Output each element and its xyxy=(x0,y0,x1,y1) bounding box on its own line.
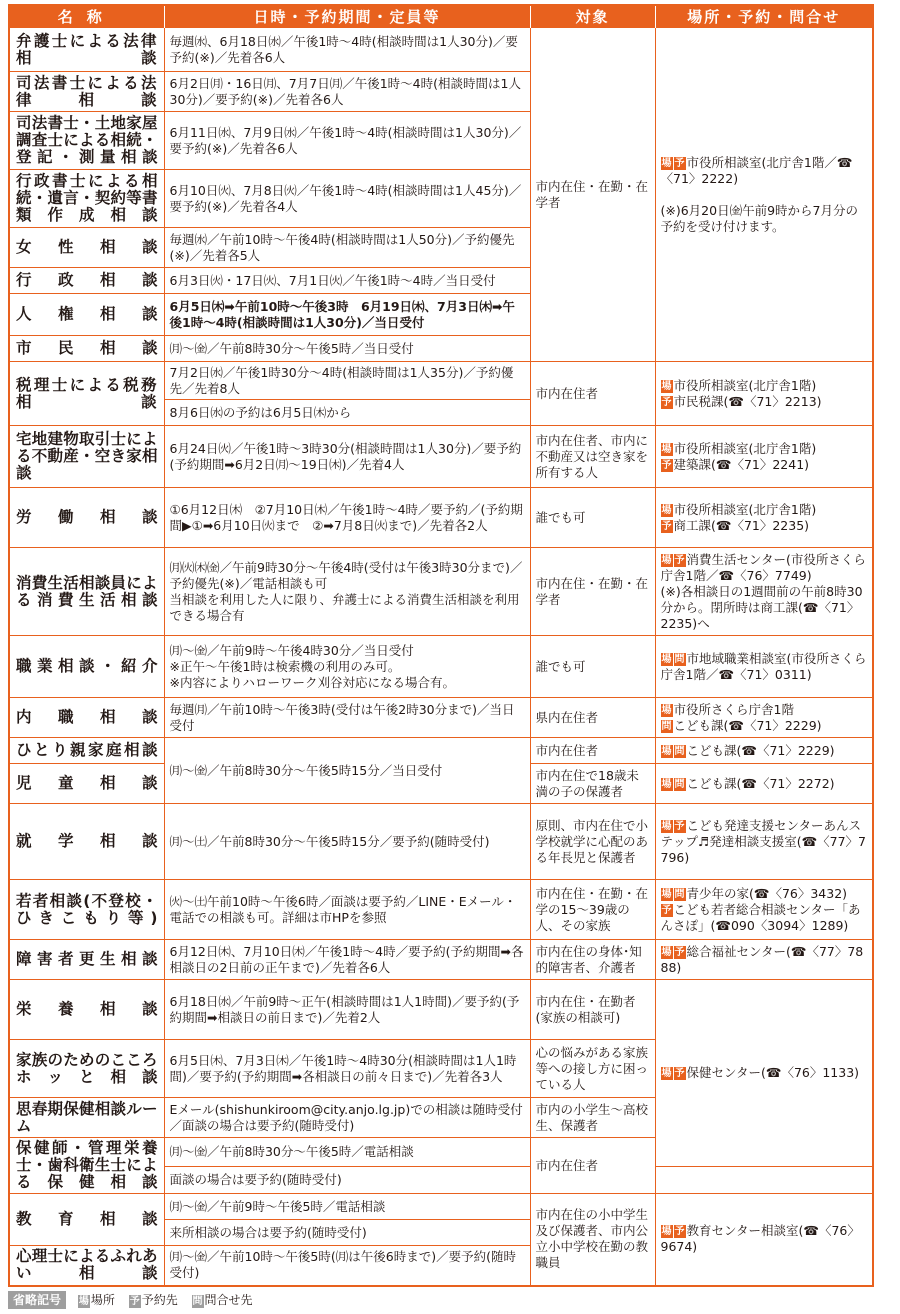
row-name: 教育相談 xyxy=(9,1194,164,1246)
row-target: 誰でも可 xyxy=(530,636,655,698)
row-place xyxy=(655,764,873,804)
inquiry-tag: 問 xyxy=(674,745,685,757)
date-text: ㈪～㈮／午前9時～午後4時30分／当日受付 xyxy=(169,642,414,658)
place-tag: 場 xyxy=(661,380,672,392)
row-date: 6月5日㈭、7月3日㈭／午後1時～4時30分(相談時間は1人1時間)／要予約(予約期間➡各相談日の前々日まで)／先着各3人 xyxy=(164,1040,530,1098)
place-tag: 場 xyxy=(661,504,672,516)
row-target: 市内在住の身体･知的障害者、介護者 xyxy=(530,940,655,980)
legend-inquiry xyxy=(192,1293,253,1307)
place-text: こども課(☎〈71〉2229) xyxy=(673,717,822,733)
table-row xyxy=(9,1194,873,1220)
row-name: 心理士によるふれあい相談 xyxy=(9,1246,164,1286)
consultation-table xyxy=(8,4,874,1287)
row-date xyxy=(164,636,530,698)
reserve-tag: 予 xyxy=(674,554,685,566)
row-name: 司法書士による法律相談 xyxy=(9,72,164,112)
row-target: 市内の小学生～高校生、保護者 xyxy=(530,1098,655,1138)
inquiry-tag: 問 xyxy=(674,778,685,790)
date-note: 当相談を利用した人に限り、弁護士による消費生活相談を利用できる場合有 xyxy=(169,591,520,623)
row-date-note: 来所相談の場合は要予約(随時受付) xyxy=(164,1220,530,1246)
row-date: 6月24日㈫／午後1時～3時30分(相談時間は1人30分)／要予約(予約期間➡6月2日㈪～19日㈭)／先着4人 xyxy=(164,426,530,488)
place-text: 市地域職業相談室(市役所さくら庁舎1階／☎〈71〉0311) xyxy=(660,650,867,682)
row-place xyxy=(655,636,873,698)
row-target: 市内在住・在勤・在学の15～39歳の人、その家族 xyxy=(530,880,655,940)
place-text: 市役所さくら庁舎1階 xyxy=(673,701,794,717)
place-tag: 場 xyxy=(661,888,672,900)
legend-reserve xyxy=(129,1293,178,1307)
row-target: 市内在住・在勤者(家族の相談可) xyxy=(530,980,655,1040)
row-date: Eメール(shishunkiroom@city.anjo.lg.jp)での相談は随時受付／面談の場合は要予約(随時受付) xyxy=(164,1098,530,1138)
row-date: 毎週㈬／午前10時～午後4時(相談時間は1人50分)／予約優先(※)／先着各5人 xyxy=(164,228,530,268)
row-target: 市内在住者 xyxy=(530,362,655,426)
legend-text: 予約先 xyxy=(141,1293,178,1307)
row-place xyxy=(655,548,873,636)
table-row xyxy=(9,880,873,940)
row-name: 労働相談 xyxy=(9,488,164,548)
place-text: 青少年の家(☎〈76〉3432) xyxy=(686,885,848,901)
place-text: 保健センター(☎〈76〉1133) xyxy=(686,1065,860,1081)
legend-text: 問合せ先 xyxy=(204,1293,253,1307)
row-date: 6月18日㈬／午前9時～正午(相談時間は1人1時間)／要予約(予約期間➡相談日の前日まで)／先着2人 xyxy=(164,980,530,1040)
reserve-tag: 予 xyxy=(674,1068,685,1080)
table-row xyxy=(9,980,873,1040)
place-tag: 場 xyxy=(661,1226,672,1238)
row-date: 6月5日㈭➡午前10時～午後3時 6月19日㈭、7月3日㈭➡午後1時～4時(相談時間は1人30分)／当日受付 xyxy=(164,294,530,336)
row-name: 栄養相談 xyxy=(9,980,164,1040)
row-target: 市内在住者、市内に不動産又は空き家を所有する人 xyxy=(530,426,655,488)
table-header-row xyxy=(9,5,873,28)
row-date: 6月11日㈬、7月9日㈬／午後1時～4時(相談時間は1人30分)／要予約(※)／先着各6人 xyxy=(164,112,530,170)
row-place-edu xyxy=(655,1194,873,1286)
row-name: 税理士による税務相談 xyxy=(9,362,164,426)
table-row xyxy=(9,698,873,738)
row-name: 思春期保健相談ルーム xyxy=(9,1098,164,1138)
reserve-tag: 予 xyxy=(661,396,672,408)
row-name: 行政相談 xyxy=(9,268,164,294)
place-text: こども発達支援センターあんステップ♬発達相談支援室(☎〈77〉7796) xyxy=(660,817,867,865)
date-note: ※内容によりハローワーク刈谷対応になる場合有。 xyxy=(169,674,455,690)
row-date: 6月3日㈫・17日㈫、7月1日㈫／午後1時～4時／当日受付 xyxy=(164,268,530,294)
row-target-city: 市内在住・在勤・在学者 xyxy=(530,28,655,362)
legend-place xyxy=(78,1293,115,1307)
row-target: 原則、市内在住で小学校就学に心配のある年長児と保護者 xyxy=(530,804,655,880)
row-date: 毎週㈬、6月18日㈬／午後1時～4時(相談時間は1人30分)／要予約(※)／先着各6人 xyxy=(164,28,530,72)
row-name: 弁護士による法律相談 xyxy=(9,28,164,72)
row-name: 就学相談 xyxy=(9,804,164,880)
table-row xyxy=(9,28,873,72)
header-target: 対象 xyxy=(530,5,655,28)
row-name: 宅地建物取引士による不動産・空き家相談 xyxy=(9,426,164,488)
place-text: 市役所相談室(北庁舎1階) xyxy=(673,501,817,517)
legend-text: 場所 xyxy=(90,1293,115,1307)
table-row xyxy=(9,362,873,400)
row-place xyxy=(655,804,873,880)
row-date: 7月2日㈬／午後1時30分～4時(相談時間は1人35分)／予約優先／先着8人 xyxy=(164,362,530,400)
place-text: こども課(☎〈71〉2229) xyxy=(686,742,835,758)
table-row xyxy=(9,804,873,880)
header-place: 場所・予約・問合せ xyxy=(655,5,873,28)
row-target: 市内在住者 xyxy=(530,1138,655,1194)
abbreviation-legend xyxy=(8,1291,263,1309)
place-text: 市民税課(☎〈71〉2213) xyxy=(673,393,822,409)
row-date xyxy=(164,548,530,636)
row-target: 県内在住者 xyxy=(530,698,655,738)
place-tag: 場 xyxy=(661,778,672,790)
row-name: 女性相談 xyxy=(9,228,164,268)
place-note: (※)各相談日の1週間前の午前8時30分から。閉所時は商工課(☎〈71〉2235)へ xyxy=(660,583,863,631)
row-name: ひとり親家庭相談 xyxy=(9,738,164,764)
place-text: こども課(☎〈71〉2272) xyxy=(686,775,835,791)
reservation-note: (※)6月20日㈮午前9時から7月分の予約を受け付けます。 xyxy=(660,202,858,234)
date-note: ※正午～午後1時は検索機の利用のみ可。 xyxy=(169,658,401,674)
row-date: ㈪～㈮／午前8時30分～午後5時／電話相談 xyxy=(164,1138,530,1167)
row-name: 司法書士・土地家屋調査士による相続・登記・測量相談 xyxy=(9,112,164,170)
row-date: ㈪～㈮／午前8時30分～午後5時／当日受付 xyxy=(164,336,530,362)
row-name: 若者相談(不登校・ひきこもり等) xyxy=(9,880,164,940)
reserve-tag: 予 xyxy=(661,459,672,471)
row-target: 市内在住者 xyxy=(530,738,655,764)
place-text: 市役所相談室(北庁舎1階) xyxy=(673,440,817,456)
date-text: ㈪㈫㈭㈮／午前9時30分～午後4時(受付は午後3時30分まで)／予約優先(※)／電話相談も可 xyxy=(169,559,523,591)
inquiry-tag: 問 xyxy=(192,1296,203,1307)
row-date: ㈪～㈯／午前8時30分～午後5時15分／要予約(随時受付) xyxy=(164,804,530,880)
table-row xyxy=(9,426,873,488)
inquiry-tag: 問 xyxy=(674,888,685,900)
place-text: こども若者総合相談センター「あんさぽ」(☎090〈3094〉1289) xyxy=(660,901,861,933)
row-date: ①6月12日㈭ ②7月10日㈭／午後1時～4時／要予約／(予約期間▶①➡6月10日㈫まで ②➡7月8日㈫まで)／先着各2人 xyxy=(164,488,530,548)
row-date: 6月10日㈫、7月8日㈫／午後1時～4時(相談時間は1人45分)／要予約(※)／先着各4人 xyxy=(164,170,530,228)
place-tag: 場 xyxy=(78,1296,89,1307)
row-date-note: 面談の場合は要予約(随時受付) xyxy=(164,1167,530,1194)
reserve-tag: 予 xyxy=(674,946,685,958)
row-name: 内職相談 xyxy=(9,698,164,738)
table-row xyxy=(9,940,873,980)
row-date: 毎週㈪／午前10時～午後3時(受付は午後2時30分まで)／当日受付 xyxy=(164,698,530,738)
row-name: 保健師・管理栄養士・歯科衛生士による保健相談 xyxy=(9,1138,164,1194)
row-date: ㈪～㈮／午前8時30分～午後5時15分／当日受付 xyxy=(164,738,530,804)
row-date: ㈪～㈮／午前9時～午後5時／電話相談 xyxy=(164,1194,530,1220)
legend-title: 省略記号 xyxy=(8,1291,66,1309)
row-place xyxy=(655,738,873,764)
row-date: ㈫～㈯午前10時～午後6時／面談は要予約／LINE・Eメール・電話での相談も可。詳細は市HPを参照 xyxy=(164,880,530,940)
row-place xyxy=(655,698,873,738)
row-name: 市民相談 xyxy=(9,336,164,362)
row-place-city xyxy=(655,28,873,362)
row-date-note: 8月6日㈬の予約は6月5日㈭から xyxy=(164,400,530,426)
table-row xyxy=(9,488,873,548)
place-text: 消費生活センター(市役所さくら庁舎1階／☎〈76〉7749) xyxy=(660,551,866,583)
reserve-tag: 予 xyxy=(661,904,672,916)
row-name: 消費生活相談員による消費生活相談 xyxy=(9,548,164,636)
row-date: 6月12日㈭、7月10日㈭／午後1時～4時／要予約(予約期間➡各相談日の2日前の正午まで)／先着各6人 xyxy=(164,940,530,980)
place-tag: 場 xyxy=(661,554,672,566)
reserve-tag: 予 xyxy=(129,1296,140,1307)
consultation-table-sheet xyxy=(8,4,872,1287)
row-place xyxy=(655,362,873,426)
reserve-tag: 予 xyxy=(674,157,685,169)
row-name: 職業相談・紹介 xyxy=(9,636,164,698)
row-target: 心の悩みがある家族等への接し方に困っている人 xyxy=(530,1040,655,1098)
reserve-tag: 予 xyxy=(674,820,685,832)
table-row xyxy=(9,738,873,764)
place-tag: 場 xyxy=(661,745,672,757)
table-row xyxy=(9,548,873,636)
place-text: 市役所相談室(北庁舎1階) xyxy=(673,377,817,393)
row-target: 市内在住で18歳未満の子の保護者 xyxy=(530,764,655,804)
reserve-tag: 予 xyxy=(674,1226,685,1238)
row-name: 家族のためのこころホッと相談 xyxy=(9,1040,164,1098)
row-date: 6月2日㈪・16日㈪、7月7日㈪／午後1時～4時(相談時間は1人30分)／要予約(※)／先着各6人 xyxy=(164,72,530,112)
row-name: 行政書士による相続・遺言・契約等書類作成相談 xyxy=(9,170,164,228)
header-date: 日時・予約期間・定員等 xyxy=(164,5,530,28)
place-tag: 場 xyxy=(661,653,672,665)
row-name: 児童相談 xyxy=(9,764,164,804)
row-place-health xyxy=(655,980,873,1167)
row-name: 人権相談 xyxy=(9,294,164,336)
row-name: 障害者更生相談 xyxy=(9,940,164,980)
place-tag: 場 xyxy=(661,946,672,958)
row-target: 誰でも可 xyxy=(530,488,655,548)
place-text: 総合福祉センター(☎〈77〉7888) xyxy=(660,943,864,975)
inquiry-tag: 問 xyxy=(674,653,685,665)
row-place xyxy=(655,940,873,980)
row-date: ㈪～㈮／午前10時～午後5時(㈪は午後6時まで)／要予約(随時受付) xyxy=(164,1246,530,1286)
header-name: 名称 xyxy=(9,5,164,28)
place-text: 建築課(☎〈71〉2241) xyxy=(673,456,810,472)
place-tag: 場 xyxy=(661,1068,672,1080)
place-tag: 場 xyxy=(661,820,672,832)
place-text: 教育センター相談室(☎〈76〉9674) xyxy=(660,1223,860,1255)
row-place xyxy=(655,488,873,548)
place-text: 市役所相談室(北庁舎1階／☎〈71〉2222) xyxy=(660,154,853,186)
row-place xyxy=(655,426,873,488)
table-row xyxy=(9,636,873,698)
row-target: 市内在住・在勤・在学者 xyxy=(530,548,655,636)
place-tag: 場 xyxy=(661,704,672,716)
place-text: 商工課(☎〈71〉2235) xyxy=(673,517,810,533)
inquiry-tag: 問 xyxy=(661,720,672,732)
row-place xyxy=(655,880,873,940)
reserve-tag: 予 xyxy=(661,520,672,532)
row-target: 市内在住の小中学生及び保護者、市内公立小中学校在勤の教職員 xyxy=(530,1194,655,1286)
place-tag: 場 xyxy=(661,157,672,169)
place-tag: 場 xyxy=(661,443,672,455)
